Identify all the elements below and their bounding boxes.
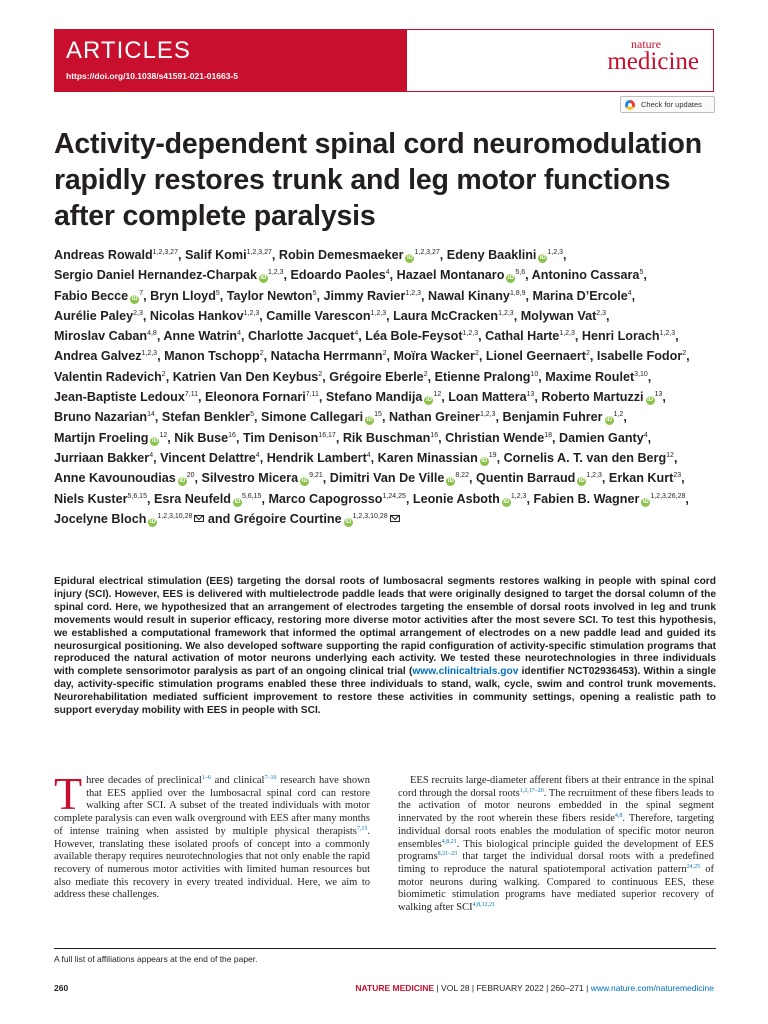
affiliation-numbers: 4 — [366, 451, 371, 459]
orcid-icon[interactable]: iD — [503, 498, 510, 505]
affiliation-numbers: 5,6 — [515, 269, 526, 277]
affiliation-numbers: 3,10 — [634, 370, 648, 378]
author-name-text: Taylor Newton — [226, 288, 313, 303]
affiliation-numbers: 12 — [433, 391, 442, 399]
affiliation-numbers: 1,2,3,10,28 — [352, 512, 388, 520]
author-name — [389, 410, 496, 424]
orcid-icon[interactable]: iD — [366, 417, 373, 424]
author-name — [185, 248, 272, 262]
abstract-text-part1: Epidural electrical stimulation (EES) targeting the dorsal roots of lumbosacral segments restores walking in people with spinal cord injury (SCI). However, EES is delivered with multielectrode paddle leads that were originally designed to target the dorsal column of the spinal cord. Here, we hypothesized that an arrangement of electrodes targeting the ensemble of dorsal roots involved in leg and trunk movements would result in superior efficacy, restoring more diverse motor activities after the most severe SCI. To test this hypothesis, we established a computational framework that informed the optimal arrangement of electrodes on a new paddle lead and guided its neurosurgical positioning. We also developed software supporting the rapid configuration of activity-specific stimulation programs that reproduced the natural activation of motor neurons underlying each activity. We tested these neurotechnologies in three individuals with complete sensorimotor paralysis as part of an ongoing clinical trial ( — [54, 576, 716, 678]
orcid-icon[interactable]: iD — [425, 397, 432, 404]
author-name — [330, 471, 469, 485]
section-label: ARTICLES — [66, 37, 191, 64]
author-name — [162, 410, 254, 424]
author-name — [202, 471, 323, 485]
author-name — [597, 349, 686, 363]
affiliation-numbers: 4 — [149, 451, 154, 459]
author-name-text: Grégoire Courtine — [233, 511, 342, 526]
affiliation-numbers: 5,6,15 — [127, 492, 147, 500]
author-name-text: Loan Mattera — [448, 390, 527, 405]
body-column-right — [398, 775, 714, 915]
journal-logo — [607, 38, 699, 74]
affiliation-numbers: 7,11 — [184, 391, 198, 399]
author-name-text: Tim Denison — [242, 430, 319, 445]
affiliation-numbers: 14 — [147, 411, 155, 419]
author-name — [476, 471, 602, 485]
affiliation-numbers: 16 — [228, 431, 236, 439]
crossmark-icon — [625, 100, 635, 110]
affiliation-numbers: 1,2,3 — [498, 309, 514, 317]
affiliation-numbers: 5 — [215, 289, 220, 297]
affiliation-numbers: 1,2,3 — [462, 330, 479, 338]
author-name-text: Niels Kuster — [54, 491, 128, 506]
affiliation-numbers: 1,2,3 — [586, 472, 602, 480]
author-name — [545, 370, 648, 384]
affiliation-numbers: 1,2,3 — [659, 330, 676, 338]
author-name — [174, 431, 236, 445]
author-name — [54, 309, 143, 323]
affiliation-numbers: 2 — [585, 350, 590, 358]
body-text: . Therefore, targeting individual dorsal roots enables the modulation of specific motor neuron ensembles — [398, 813, 714, 850]
section-header — [55, 30, 407, 91]
author-name — [54, 248, 178, 262]
author-name-text: Anne Watrin — [163, 329, 238, 344]
author-name — [54, 512, 204, 526]
orcid-icon[interactable]: iD — [507, 275, 514, 282]
author-name — [54, 349, 157, 363]
author-name-text: Christian Wende — [445, 430, 545, 445]
body-text: that target the individual dorsal roots with a predefined timing to reproduce the natural spatiotemporal activation pattern — [398, 851, 714, 875]
articles-banner — [54, 29, 714, 92]
affiliation-numbers: 13 — [526, 391, 535, 399]
abstract-text-part2: identifier NCT02936453). Within a single day, activity-specific stimulation programs enabled these three individuals to stand, walk, cycle, swim and control trunk movements. Neurorehabilitation mediated sufficient improvement to restore these activities in community settings, opening a realistic path to support everyday mobility with EES in people with SCI. — [54, 666, 716, 717]
affiliation-numbers: 10 — [530, 370, 539, 378]
orcid-icon[interactable]: iD — [481, 457, 488, 464]
author-name-text: Molywan Vat — [520, 308, 597, 323]
author-name — [54, 390, 198, 404]
author-name — [521, 309, 606, 323]
author-name-text: Andreas Rowald — [54, 248, 153, 262]
body-text: research have shown that EES applied over the lumbosacral spinal cord can restore walking after SCI. A subset of the treated individuals with motor complete paralysis can even walk overground with EES after many months of intense training when assisted by multiple physical therapists — [54, 775, 370, 837]
reference-link[interactable]: 4,8,12,21 — [472, 902, 496, 909]
affiliation-numbers: 1,2,3 — [405, 289, 422, 297]
author-name-text: Esra Neufeld — [153, 491, 231, 506]
affiliation-numbers: 2,3 — [133, 309, 143, 317]
affiliation-numbers: 1,2,3 — [267, 269, 284, 277]
author-name — [582, 329, 675, 343]
author-name-text: Natacha Herrmann — [270, 349, 383, 364]
affiliation-numbers: 7 — [139, 289, 144, 297]
author-name-text: Simone Callegari — [260, 410, 364, 425]
author-name — [609, 471, 681, 485]
affiliation-numbers: 4,8 — [147, 330, 157, 338]
affiliation-numbers: 2 — [382, 350, 387, 358]
affiliation-numbers: 4 — [255, 451, 260, 459]
body-text: hree decades of preclinical — [86, 775, 202, 786]
author-list: Andreas Rowald$^{1,2,3,27}$, Salif Komi$^{1,2,3,27}$, Robin Demesmaeker iD$^{1,2,3,27}$, Edeny Baaklini iD$^{1,2,3}$, Sergio Daniel Hernandez-Charpak iD$^{1,2,3}$, Edoardo Paoles$^4$, Hazael Montanaro iD$^{5,6}$, Antonino Cassara$^5$, Fabio Becce $iD^7$, Bryn Lloyd$^5$, Taylor Newton$^5$, Jimmy Ravier$^{1,2,3}$, Nawal Kinany$^{1,8,9}$, Marina D’Ercole$^4$, Aurélie Paley$^{2,3}$, Nicolas Hankov$^{1,2,3}$, Camille Varescon$^{1,2,3}$, Laura McCracken$^{1,2,3}$, Molywan Vat$^{2,3}$, Miroslav Caban$^{4,8}$, Anne Watrin$^4$, Charlotte Jacquet$^4$, Léa Bole-Feysot$^{1,2,3}$, Cathal Harte$^{1,2,3}$, Henri Lorach$^{1,2,3}$, Andrea Galvez$^{1,2,3}$, Manon Tschopp$^2$, Natacha Herrmann$^2$, Moïra Wacker$^2$, Lionel Geernaert$^2$, Isabelle Fodor$^2$, Valentin Radevich$^2$, Katrien Van Den Keybus$^2$, Grégoire Eberle$^2$, Etienne Pralong$^{10}$, Maxime Roulet$^{3,10}$, Jean-Baptiste Ledoux$^{7,11}$, Eleonora Fornari$^{7,11}$, Stefano Mandija $iD^{12}$, Loan Mattera$^{13}$, Roberto Martuzzi $iD^{13}$, Bruno Nazarian$^{14}$, Stefan Benkler$^5$, Simone Callegari $iD^{15}$, Nathan Greiner$^{1,2,3}$, Benjamin Fuhrer iD$^{1,2}$, Martijn Froeling $iD^{12}$, Nik Buse$^{16}$, Tim Denison$^{16,17}$, Rik Buschman$^{16}$, Christian Wende$^{18}$, Damien Ganty$^4$, Jurriaan Bakker$^4$, Vincent Delattre$^4$, Hendrik Lambert$^4$, Karen Minassian $iD^{19}$, Cornelis A. T. van den Berg$^{12}$, Anne Kavounoudias $iD^{20}$, Silvestro Micera iD$^{9,21}$, Dimitri Van De Ville iD$^{8,22}$, Quentin Barraud iD$^{1,2,3}$, Erkan Kurt$^{23}$, Niels Kuster$^{5,6,15}$, Esra Neufeld iD$^{5,6,15}$, Marco Capogrosso$^{1,24,25}$, Leonie Asboth iD$^{1,2,3}$, Fabien B. Wagner iD$^{1,2,3,26,28}$, Jocelyne Bloch iD$^{1,2,3,10,28}$ and Grégoire Courtine iD$^{1,2,3,10,28}$ — [54, 248, 690, 526]
author-name-text: Stefano Mandija — [325, 390, 423, 405]
author-name-text: Edoardo Paoles — [290, 268, 386, 283]
author-name-text: Lionel Geernaert — [485, 349, 586, 364]
orcid-icon[interactable]: iD — [149, 518, 156, 525]
author-name — [54, 451, 153, 465]
author-name-text: Bryn Lloyd — [150, 288, 216, 303]
body-text: . However, translating these isolated proofs of concept into a commonly available therapy requires neurotechnologies that not only enable the rapid recovery of numerous motor activities with limited human resources but also mediate this recovery in every treated individual. Here, we aim to address these challenges. — [54, 825, 370, 901]
affiliation-numbers: 2 — [682, 350, 687, 358]
affiliation-numbers: 1,8,9 — [509, 289, 526, 297]
author-name-text: Salif Komi — [184, 248, 247, 262]
author-name-text: Jocelyne Bloch — [54, 511, 147, 526]
orcid-icon[interactable]: iD — [539, 255, 546, 261]
author-name — [54, 329, 157, 343]
affiliation-numbers: 1,2,3 — [141, 350, 158, 358]
author-name — [160, 451, 260, 465]
check-for-updates-button[interactable] — [620, 96, 715, 113]
author-name — [227, 289, 317, 303]
author-name-text: Edeny Baaklini — [446, 248, 537, 262]
author-name — [173, 370, 322, 384]
author-name-text: Marina D’Ercole — [532, 288, 628, 303]
reference-link[interactable]: 1–6 — [201, 775, 211, 781]
reference-link[interactable]: 4,8 — [614, 813, 623, 820]
affiliation-numbers: 9,21 — [309, 472, 323, 480]
author-name-text: Antonino Cassara — [531, 268, 640, 283]
author-name — [532, 268, 644, 282]
affiliation-numbers: 1,2,3 — [559, 330, 575, 338]
affiliation-numbers: 1,2,3 — [243, 309, 260, 317]
author-name-text: Miroslav Caban — [54, 329, 148, 344]
affiliation-numbers: 12 — [666, 451, 674, 459]
author-name-text: Cornelis A. T. van den Berg — [503, 450, 667, 465]
affiliation-numbers: 18 — [544, 431, 553, 439]
author-name-text: Aurélie Paley — [54, 308, 134, 323]
author-name — [163, 329, 241, 343]
orcid-icon[interactable]: iD — [647, 397, 654, 404]
orcid-icon[interactable]: iD — [131, 295, 138, 302]
journal-logo-small: nature — [631, 37, 661, 51]
author-name-text: Bruno Nazarian — [54, 410, 148, 425]
affiliation-numbers: 23 — [673, 472, 682, 480]
article-title: Activity-dependent spinal cord neuromodulation rapidly restores trunk and leg motor functions after complete paralysis — [54, 128, 702, 232]
orcid-icon[interactable]: iD — [606, 417, 613, 424]
author-name-text: Etienne Pralong — [434, 369, 531, 384]
author-name-text: Charlotte Jacquet — [247, 329, 355, 344]
author-name — [54, 431, 167, 445]
email-icon[interactable] — [194, 515, 204, 522]
author-name — [268, 492, 405, 506]
author-name — [150, 289, 220, 303]
author-name-text: Cathal Harte — [485, 329, 560, 344]
author-name-text: Camille Varescon — [266, 308, 371, 323]
affiliation-numbers: 1,2,3,27 — [152, 249, 178, 256]
author-name-text: Moïra Wacker — [393, 349, 475, 364]
author-name-text: Sergio Daniel Hernandez-Charpak — [54, 268, 257, 283]
author-name — [150, 309, 259, 323]
author-name — [324, 289, 422, 303]
clinicaltrials-link[interactable]: www.clinicaltrials.gov — [412, 666, 519, 678]
author-name — [54, 410, 155, 424]
author-name-text: Henri Lorach — [581, 329, 660, 344]
author-name-text: Manon Tschopp — [164, 349, 260, 364]
reference-link[interactable]: 7–16 — [264, 775, 277, 781]
orcid-icon[interactable]: iD — [642, 498, 649, 505]
affiliation-numbers: 5 — [250, 411, 254, 419]
author-name — [154, 492, 261, 506]
author-conjunction: and — [207, 511, 231, 526]
body-text: . This biological principle guided the development of EES programs — [398, 838, 714, 863]
author-name — [541, 390, 662, 404]
affiliation-numbers: 12 — [159, 431, 168, 439]
author-name — [447, 248, 563, 262]
author-name-text: Stefan Benkler — [161, 410, 251, 425]
orcid-icon[interactable]: iD — [345, 518, 352, 525]
author-name — [54, 471, 195, 485]
author-name-text: Quentin Barraud — [475, 471, 576, 486]
affiliation-numbers: 2,3 — [596, 309, 607, 317]
author-name — [378, 451, 497, 465]
author-name — [394, 349, 479, 363]
affiliation-numbers: 2 — [259, 350, 264, 358]
check-for-updates-label: Check for updates — [641, 100, 702, 109]
author-name-text: Silvestro Micera — [201, 471, 299, 486]
author-name — [261, 410, 382, 424]
author-name-text: Hendrik Lambert — [266, 450, 367, 465]
affiliation-numbers: 1,2,3,10,28 — [157, 512, 193, 520]
author-name — [164, 349, 264, 363]
author-name — [397, 268, 526, 282]
reference-link[interactable]: 8,21–23 — [437, 851, 458, 858]
author-name — [504, 451, 674, 465]
author-name — [445, 431, 552, 445]
author-name-text: Roberto Martuzzi — [541, 390, 644, 405]
author-name-text: Andrea Galvez — [54, 349, 142, 364]
affiliation-numbers: 1,2,3,27 — [414, 249, 440, 256]
affiliation-numbers: 5 — [639, 269, 644, 277]
author-name — [54, 492, 147, 506]
affiliation-numbers: 2 — [161, 370, 166, 378]
affiliation-numbers: 4 — [627, 289, 632, 297]
journal-logo-big: medicine — [607, 48, 699, 75]
author-name-text: Fabien B. Wagner — [533, 491, 640, 506]
affiliation-numbers: 5,6,15 — [241, 492, 262, 500]
author-name-text: Martijn Froeling — [54, 430, 149, 445]
author-name-text: Karen Minassian — [377, 450, 478, 465]
orcid-icon[interactable]: iD — [151, 437, 158, 444]
author-name — [533, 289, 632, 303]
author-name — [435, 370, 539, 384]
affiliation-numbers: 16 — [430, 431, 439, 439]
affiliation-numbers: 4 — [643, 431, 648, 439]
affiliation-numbers: 2 — [318, 370, 323, 378]
email-icon[interactable] — [390, 515, 400, 522]
affiliation-numbers: 8,22 — [455, 472, 469, 480]
reference-link[interactable]: 1,2,17–20 — [519, 787, 544, 794]
reference-link[interactable]: 7,15 — [356, 825, 368, 832]
affiliation-numbers: 13 — [654, 391, 663, 399]
orcid-icon[interactable]: iD — [260, 275, 267, 282]
author-name-text: Rik Buschman — [342, 430, 431, 445]
author-name-text: Marco Capogrosso — [268, 491, 383, 506]
author-name — [248, 329, 358, 343]
author-name-text: Léa Bole-Feysot — [365, 329, 463, 344]
affiliation-numbers: 4 — [354, 330, 359, 338]
author-name-text: Damien Ganty — [559, 430, 644, 445]
author-name-text: Hazael Montanaro — [396, 268, 505, 283]
author-name — [267, 451, 371, 465]
affiliation-numbers: 1,2,3 — [510, 492, 527, 500]
author-name — [326, 390, 441, 404]
author-name — [485, 329, 575, 343]
footer-issue: | VOL 28 | FEBRUARY 2022 | 260–271 | — [434, 983, 591, 993]
author-name — [329, 370, 427, 384]
abstract — [54, 576, 716, 718]
orcid-icon[interactable]: iD — [447, 478, 454, 485]
affiliation-numbers: 1,2,3 — [547, 249, 563, 256]
affiliation-numbers: 16,17 — [318, 431, 336, 439]
author-name — [54, 289, 143, 303]
footer-citation — [355, 983, 714, 993]
author-name — [428, 289, 525, 303]
author-name-text: Jean-Baptiste Ledoux — [54, 390, 185, 405]
drop-cap: T — [54, 768, 83, 819]
orcid-icon[interactable]: iD — [406, 255, 413, 261]
author-name-text: Jimmy Ravier — [323, 288, 406, 303]
author-name-text: Anne Kavounoudias — [54, 471, 176, 486]
author-name-text: Valentin Radevich — [54, 369, 162, 384]
author-name-text: Isabelle Fodor — [596, 349, 683, 364]
author-name-text: Nik Buse — [174, 430, 229, 445]
body-column-left — [54, 768, 370, 902]
affiliation-numbers: 7,11 — [305, 391, 319, 399]
reference-link[interactable]: 24,25 — [686, 863, 701, 870]
author-name-text: Leonie Asboth — [412, 491, 500, 506]
author-name — [243, 431, 336, 445]
affiliations-footnote: A full list of affiliations appears at the end of the paper. — [54, 954, 258, 964]
footer-url-link[interactable]: www.nature.com/naturemedicine — [590, 983, 714, 993]
body-text: of motor neurons during walking. Compared to continuous EES, these biomimetic stimulation programs have mediated superior recovery of walking after SCI — [398, 863, 714, 914]
affiliation-numbers: 1,2,3 — [479, 411, 496, 419]
affiliation-numbers: 1,2,3 — [370, 309, 387, 317]
author-name-text: Eleonora Fornari — [204, 390, 306, 405]
author-name — [413, 492, 527, 506]
doi-link[interactable]: https://doi.org/10.1038/s41591-021-01663-5 — [66, 71, 238, 81]
page-number: 260 — [54, 983, 69, 993]
affiliation-numbers: 1,2,3,26,28 — [650, 492, 686, 500]
body-text: . The recruitment of these fibers leads to the activation of motor neurons embedded in the spinal segment innervated by the root wherein these fibers reside — [398, 787, 715, 825]
author-name — [343, 431, 438, 445]
author-name — [486, 349, 590, 363]
affiliation-numbers: 15 — [374, 411, 382, 419]
author-name-text: Katrien Van Den Keybus — [172, 369, 319, 384]
author-name — [54, 370, 166, 384]
author-name-text: Erkan Kurt — [608, 471, 674, 486]
author-name — [503, 410, 624, 424]
affiliation-numbers: 20 — [186, 472, 195, 480]
affiliation-numbers: 4 — [237, 330, 241, 338]
author-name-text: Dimitri Van De Ville — [329, 471, 445, 486]
author-name-text: Vincent Delattre — [160, 450, 256, 465]
author-name — [291, 268, 390, 282]
footer-journal-name: NATURE MEDICINE — [355, 983, 435, 993]
orcid-icon[interactable]: iD — [179, 478, 186, 485]
author-name-text: Robin Demesmaeker — [278, 248, 404, 262]
author-name — [234, 512, 400, 526]
author-name — [54, 268, 284, 282]
author-name-text: Laura McCracken — [393, 308, 499, 323]
affiliation-numbers: 1,24,25 — [382, 492, 406, 500]
author-name — [533, 492, 685, 506]
affiliation-numbers: 2 — [474, 350, 479, 358]
affiliation-numbers: 1,2 — [613, 411, 624, 419]
author-name — [393, 309, 514, 323]
body-text: EES recruits large-diameter afferent fibers at their entrance in the spinal cord through the dorsal roots — [398, 775, 714, 799]
author-name — [559, 431, 648, 445]
orcid-icon[interactable]: iD — [578, 478, 585, 485]
affiliation-numbers: 4 — [385, 269, 390, 277]
footnote-divider — [54, 948, 716, 949]
author-name-text: Jurriaan Bakker — [54, 450, 150, 465]
author-name-text: Nathan Greiner — [388, 410, 480, 425]
author-name — [365, 329, 478, 343]
reference-link[interactable]: 4,8,21 — [441, 838, 457, 845]
author-name — [266, 309, 386, 323]
author-name-text: Grégoire Eberle — [329, 369, 424, 384]
affiliation-numbers: 2 — [423, 370, 428, 378]
orcid-icon[interactable]: iD — [301, 478, 308, 485]
author-name — [205, 390, 319, 404]
author-name — [448, 390, 534, 404]
author-name-text: Fabio Becce — [54, 288, 129, 303]
affiliation-numbers: 1,2,3,27 — [246, 249, 272, 256]
body-text: and clinical — [210, 775, 265, 786]
orcid-icon[interactable]: iD — [234, 498, 241, 505]
author-name — [279, 248, 440, 262]
affiliation-numbers: 5 — [312, 289, 317, 297]
author-name-text: Maxime Roulet — [545, 369, 635, 384]
author-name-text: Nawal Kinany — [428, 288, 510, 303]
author-name — [271, 349, 387, 363]
author-name-text: Benjamin Fuhrer — [502, 410, 603, 425]
affiliation-numbers: 19 — [488, 451, 497, 459]
author-name-text: Nicolas Hankov — [149, 308, 244, 323]
